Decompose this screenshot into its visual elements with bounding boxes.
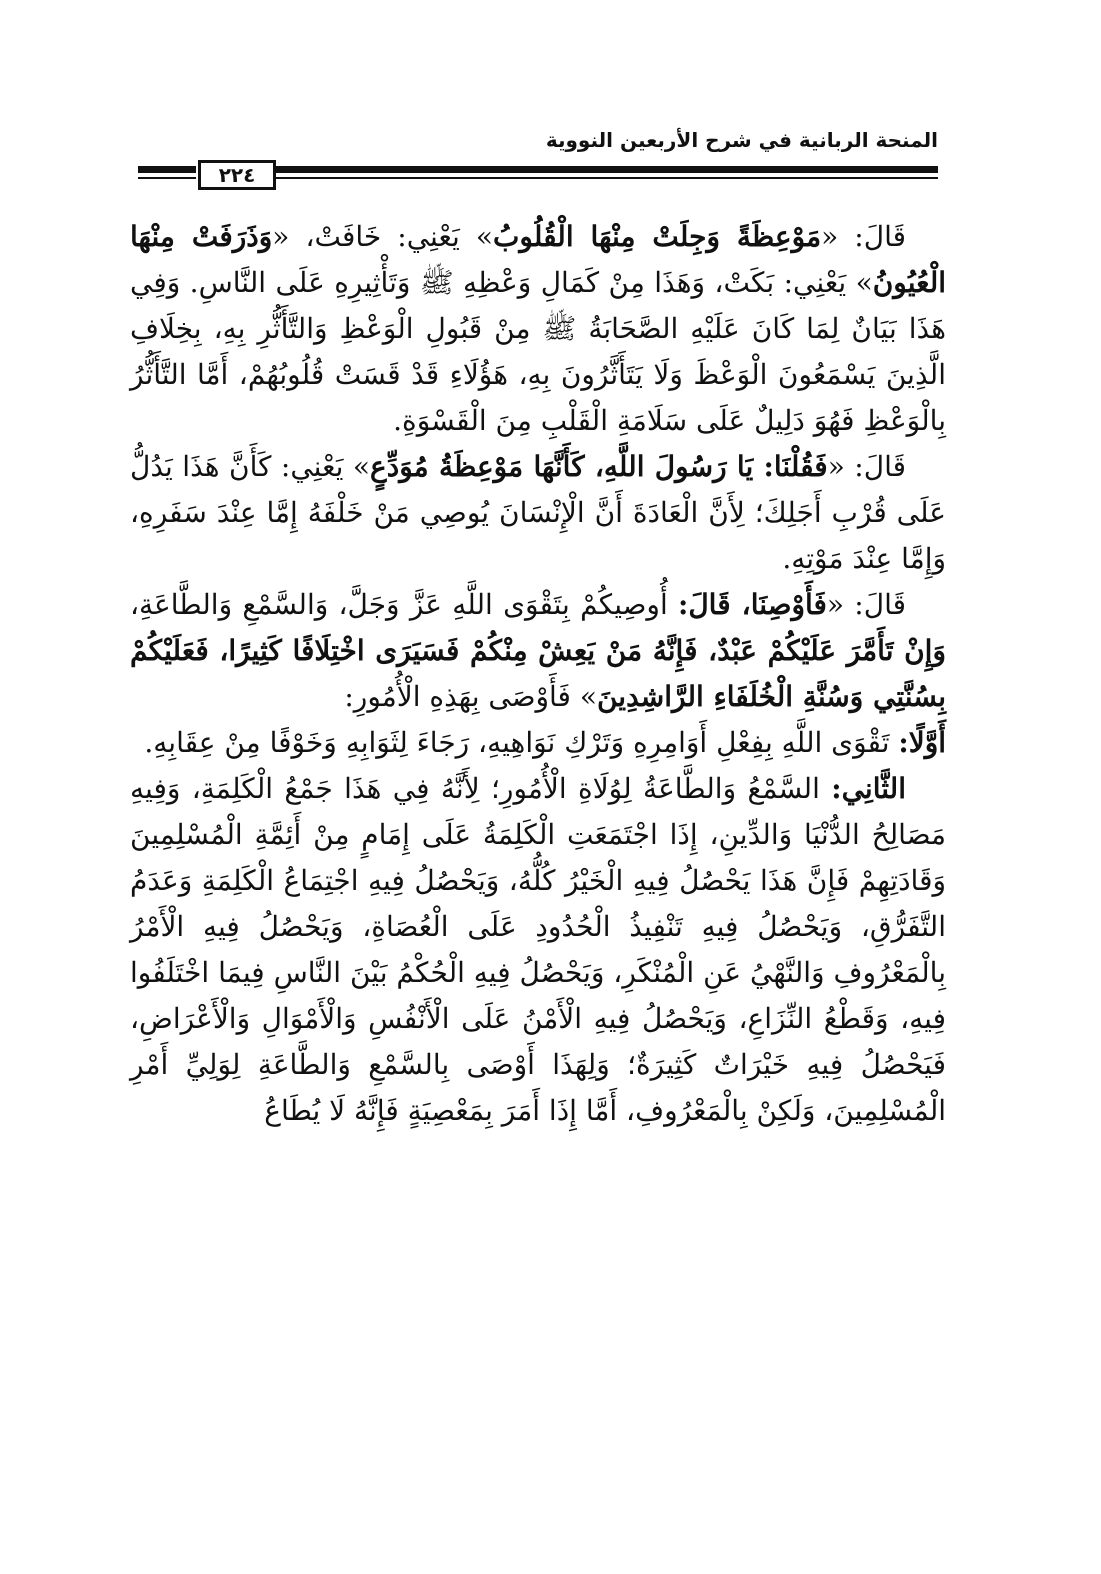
header-rule-short: [138, 166, 196, 184]
text-run: تَقْوَى اللَّهِ بِفِعْلِ أَوَامِرِهِ وَتَرْكِ نَوَاهِيهِ، رَجَاءَ لِثَوَابِهِ وَخَوْفًا مِنْ عِقَابِهِ.: [144, 726, 899, 759]
text-run: » يَعْنِي: بَكَتْ، وَهَذَا مِنْ كَمَالِ وَعْظِهِ ﷺ وَتَأْثِيرِهِ عَلَى النَّاسِ. وَفِي هَذَا بَيَانٌ لِمَا كَانَ عَلَيْهِ الصَّحَابَةُ ﷺ مِنْ قَبُولِ الْوَعْظِ وَالتَّأَثُّرِ بِهِ، بِخِلَافِ الَّذِينَ يَسْمَعُونَ الْوَعْظَ وَلَا يَتَأَثَّرُونَ بِهِ، هَؤُلَاءِ قَدْ قَسَتْ قُلُوبُهُمْ، أَمَّا التَّأَثُّرُ بِالْوَعْظِ فَهُوَ دَلِيلٌ عَلَى سَلَامَةِ الْقَلْبِ مِنَ الْقَسْوَةِ.: [130, 266, 946, 437]
text-run: أُوصِيكُمْ بِتَقْوَى اللَّهِ عَزَّ وَجَلَّ، وَالسَّمْعِ وَالطَّاعَةِ،: [130, 588, 678, 621]
paragraph: [130, 214, 946, 444]
paragraph: [130, 582, 946, 720]
bold-text-run: الثَّانِي:: [831, 772, 906, 805]
paragraph: [130, 444, 946, 582]
bold-text-run: وَإِنْ تَأَمَّرَ عَلَيْكُمْ عَبْدٌ، فَإِنَّهُ مَنْ يَعِشْ مِنْكُمْ فَسَيَرَى اخْتِلَافًا كَثِيرًا، فَعَلَيْكُمْ بِسُنَّتِي وَسُنَّةِ الْخُلَفَاءِ الرَّاشِدِينَ: [130, 634, 946, 713]
text-run: قَالَ: «: [826, 588, 906, 621]
text-run: قَالَ: «: [827, 450, 906, 483]
bold-text-run: مَوْعِظَةً وَجِلَتْ مِنْهَا الْقُلُوبُ: [493, 220, 822, 253]
bold-text-run: فَأَوْصِنَا، قَالَ:: [677, 588, 827, 621]
bold-text-run: فَقُلْنَا: يَا رَسُولَ اللَّهِ، كَأَنَّهَا مَوْعِظَةُ مُوَدِّعٍ: [370, 450, 828, 483]
page-number: ٢٢٤: [198, 160, 276, 190]
text-run: » فَأَوْصَى بِهَذِهِ الْأُمُورِ:: [344, 680, 597, 713]
text-run: » يَعْنِي: خَافَتْ، «: [272, 220, 494, 253]
book-title: المنحة الربانية في شرح الأربعين النووية: [545, 128, 938, 152]
paragraph: [130, 720, 946, 766]
page-body: [130, 214, 946, 1134]
text-run: » يَعْنِي: كَأَنَّ هَذَا يَدُلُّ عَلَى قُرْبِ أَجَلِكَ؛ لِأَنَّ الْعَادَةَ أَنَّ الْإِنْسَانَ يُوصِي مَنْ خَلْفَهُ إِمَّا عِنْدَ سَفَرِهِ، وَإِمَّا عِنْدَ مَوْتِهِ.: [130, 450, 946, 575]
header-rule: [276, 166, 938, 184]
text-run: السَّمْعُ وَالطَّاعَةُ لِوُلَاةِ الْأُمُورِ؛ لِأَنَّهُ فِي هَذَا جَمْعُ الْكَلِمَةِ، وَفِيهِ مَصَالِحُ الدُّنْيَا وَالدِّينِ، إِذَا اجْتَمَعَتِ الْكَلِمَةُ عَلَى إِمَامٍ مِنْ أَئِمَّةِ الْمُسْلِمِينَ وَقَادَتِهِمْ فَإِنَّ هَذَا يَحْصُلُ فِيهِ الْخَيْرُ كُلُّهُ، وَيَحْصُلُ فِيهِ اجْتِمَاعُ الْكَلِمَةِ وَعَدَمُ التَّفَرُّقِ، وَيَحْصُلُ فِيهِ تَنْفِيذُ الْحُدُودِ عَلَى الْعُصَاةِ، وَيَحْصُلُ فِيهِ الْأَمْرُ بِالْمَعْرُوفِ وَالنَّهْيُ عَنِ الْمُنْكَرِ، وَيَحْصُلُ فِيهِ الْحُكْمُ بَيْنَ النَّاسِ فِيمَا اخْتَلَفُوا فِيهِ، وَقَطْعُ النِّزَاعِ، وَيَحْصُلُ فِيهِ الْأَمْنُ عَلَى الْأَنْفُسِ وَالْأَمْوَالِ وَالْأَعْرَاضِ، فَيَحْصُلُ فِيهِ خَيْرَاتٌ كَثِيرَةٌ؛ وَلِهَذَا أَوْصَى بِالسَّمْعِ وَالطَّاعَةِ لِوَلِيِّ أَمْرِ الْمُسْلِمِينَ، وَلَكِنْ بِالْمَعْرُوفِ، أَمَّا إِذَا أَمَرَ بِمَعْصِيَةٍ فَإِنَّهُ لَا يُطَاعُ: [130, 772, 946, 1127]
text-run: قَالَ: «: [821, 220, 906, 253]
bold-text-run: وَذَرَفَتْ مِنْهَا الْعُيُونُ: [130, 220, 946, 299]
running-header: [138, 118, 938, 198]
bold-text-run: أَوَّلًا:: [898, 726, 946, 759]
paragraph: [130, 766, 946, 1134]
